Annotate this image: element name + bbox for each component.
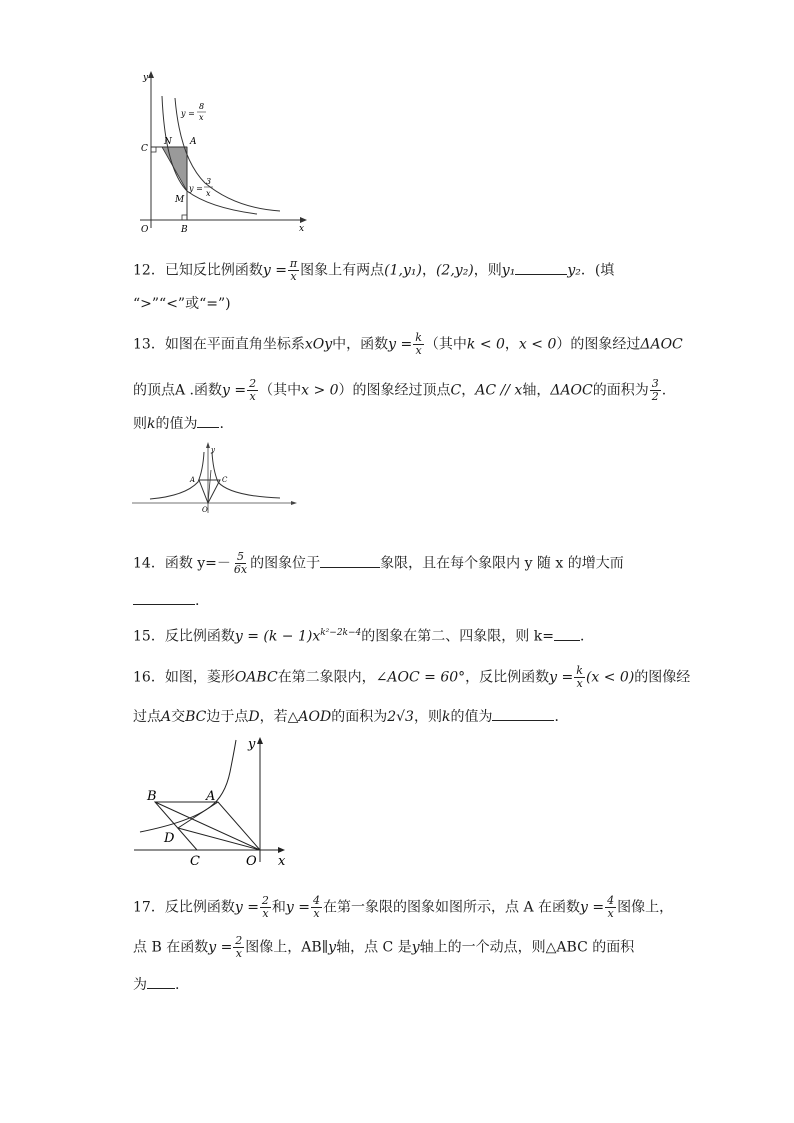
- q14-number: 14．: [133, 555, 165, 572]
- curve3-num: 3: [206, 177, 212, 186]
- q13-tri: ΔAOC: [640, 336, 683, 353]
- q16-a: A: [161, 709, 172, 725]
- q15-text2: 的图象在第二、四象限，则 k=: [361, 628, 554, 645]
- q17-line1: [133, 895, 673, 920]
- q13-line2c: ）的图象经过顶点: [338, 382, 451, 399]
- q16-text1: 如图，菱形: [164, 669, 235, 686]
- q17-number: 17．: [133, 899, 165, 916]
- q12-text3: ，则: [473, 262, 502, 279]
- q17-line3a: 为: [133, 977, 147, 993]
- q13-k: k: [147, 416, 156, 432]
- q16-bc: BC: [185, 709, 207, 725]
- q16-cond: (x < 0): [585, 669, 635, 686]
- q15-answer-blank[interactable]: [554, 626, 580, 641]
- q12-y1: y₁: [501, 262, 516, 279]
- q13-line2f: 的面积为: [592, 382, 649, 399]
- q17-f1-den: x: [262, 907, 269, 920]
- q13-line3b: 的值为: [155, 416, 198, 432]
- q17-line2c: 轴，点 C 是: [336, 939, 412, 956]
- q16-text3: ，反比例函数: [465, 669, 550, 686]
- q12-y2: y₂: [567, 262, 581, 279]
- q16-func-den: x: [576, 677, 583, 690]
- q15-func: y = (k − 1)x: [234, 628, 321, 645]
- right-angle-b: [182, 215, 187, 220]
- q16-line2d: ，若△: [259, 709, 299, 725]
- q13-text4: ）的图象经过: [556, 336, 641, 353]
- q13-area-num: 3: [651, 377, 659, 390]
- q12-sep: ，: [421, 262, 436, 279]
- q14-line2: [133, 590, 199, 610]
- q13-line2g: .: [661, 382, 667, 399]
- figure-q13-graph: [130, 440, 300, 515]
- q13-area-frac: [650, 378, 661, 403]
- label-c: C: [222, 476, 228, 484]
- q13-line3a: 则: [133, 416, 147, 432]
- label-y: y: [211, 446, 215, 454]
- q16-line2b: 交: [171, 709, 186, 725]
- curve3-y: y =: [189, 184, 203, 193]
- q13-func1-num: k: [415, 331, 422, 344]
- q16-angle: ∠AOC = 60°: [375, 669, 466, 686]
- q13-func2-num: 2: [249, 377, 257, 390]
- q13-line1: [133, 332, 683, 357]
- q16-oabc: OABC: [234, 669, 278, 686]
- figure-q11-graph: [135, 68, 315, 236]
- q17-line2d: 轴上的一个动点，则△ABC 的面积: [419, 939, 635, 956]
- q16-line2f: ，则: [413, 709, 442, 725]
- label-a: A: [190, 137, 197, 147]
- q16-text2: 在第二象限内，: [277, 669, 376, 686]
- q13-func1-y: y =: [388, 336, 413, 353]
- label-a: A: [206, 789, 216, 804]
- q17-f1-num: 2: [261, 894, 269, 907]
- q12-text2: 图象上有两点: [300, 262, 385, 279]
- label-o: O: [202, 506, 208, 514]
- q13-c: C: [450, 382, 462, 399]
- q15-text1: 反比例函数: [164, 628, 235, 645]
- label-b: B: [147, 789, 157, 804]
- q15-number: 15．: [133, 628, 165, 645]
- q13-area-den: 2: [651, 390, 659, 403]
- label-c: C: [141, 144, 148, 154]
- q17-f4-den: x: [235, 947, 242, 960]
- y-axis-arrow: [257, 737, 263, 744]
- q12-func-num: π: [289, 257, 298, 270]
- curve3-den: x: [206, 189, 211, 198]
- q13-func2-den: x: [249, 390, 256, 403]
- q16-aod: AOD: [298, 709, 332, 725]
- label-y: y: [143, 73, 149, 83]
- q16-area: 2√3: [387, 709, 414, 725]
- q13-line2a: 的顶点A .函数: [133, 382, 223, 399]
- q16-func-frac: [574, 665, 585, 690]
- q14-text1: 函数 y=－: [164, 555, 231, 572]
- q16-answer-blank[interactable]: [492, 706, 554, 721]
- label-n: N: [164, 137, 172, 147]
- q17-f2-frac: [311, 895, 322, 920]
- q17-f3-num: 4: [607, 894, 615, 907]
- q17-line3: [133, 974, 179, 994]
- q16-number: 16．: [133, 669, 165, 686]
- label-d: D: [164, 831, 175, 846]
- x-axis-arrow: [291, 501, 297, 505]
- q13-cond3: x > 0: [301, 382, 339, 399]
- q17-line3b: .: [175, 977, 180, 993]
- q14-text2: 的图象位于: [250, 555, 321, 572]
- q16-line2e: 的面积为: [331, 709, 388, 725]
- q16-func-y: y =: [549, 669, 574, 686]
- q17-f2-num: 4: [313, 894, 321, 907]
- q13-text1: 如图在平面直角坐标系: [164, 336, 305, 353]
- q17-f3-frac: [605, 895, 616, 920]
- q13-xoy: xOy: [304, 336, 333, 353]
- q13-tri2: ΔAOC: [550, 382, 593, 399]
- q13-line2: [133, 378, 666, 403]
- q13-func2-y: y =: [222, 382, 247, 399]
- q15-text3: ．: [579, 628, 594, 645]
- x-axis-arrow: [278, 847, 285, 853]
- q16-line2g: 的值为: [450, 709, 493, 725]
- q17-text1: 反比例函数: [164, 899, 235, 916]
- q12-text4: ．(填: [580, 262, 615, 279]
- right-angle-c: [151, 147, 156, 152]
- q13-line3c: .: [219, 416, 224, 432]
- q12-func-frac: [288, 258, 299, 283]
- q12-point2: (2,y₂): [435, 262, 474, 279]
- q15-line1: [133, 624, 594, 646]
- q17-f4-num: 2: [235, 934, 243, 947]
- figure-q16-graph: [130, 732, 295, 870]
- curve-left: [150, 452, 204, 499]
- q12-line2: “>”“<”或“=”): [133, 296, 231, 312]
- q12-func-y: y =: [262, 262, 287, 279]
- q13-func1-frac: [413, 332, 424, 357]
- q13-line2d: ，: [461, 382, 476, 399]
- label-m: M: [175, 195, 185, 205]
- q12-text1: 已知反比例函数: [164, 262, 263, 279]
- curve8-den: x: [199, 113, 204, 122]
- q13-number: 13．: [133, 336, 165, 353]
- y-axis-arrow: [148, 71, 154, 78]
- q13-text3: （其中: [424, 336, 467, 353]
- q14-answer-blank-1[interactable]: [320, 553, 380, 568]
- label-o: O: [141, 225, 149, 235]
- q13-comma: ，: [504, 336, 519, 353]
- q16-k: k: [441, 709, 451, 725]
- label-x: x: [299, 224, 305, 234]
- q17-f4-frac: [233, 935, 244, 960]
- q17-line2: [133, 935, 634, 960]
- q16-d: D: [248, 709, 260, 725]
- q13-func1-den: x: [415, 344, 422, 357]
- q13-line3: [133, 413, 224, 433]
- q14-line1: [133, 551, 624, 576]
- q12-number: 12．: [133, 262, 165, 279]
- label-o: O: [246, 854, 257, 869]
- q17-and: 和: [271, 899, 286, 916]
- q17-f2-y: y =: [285, 899, 311, 916]
- q14-answer-blank-2[interactable]: [133, 590, 195, 605]
- q14-func-den: 6x: [233, 563, 248, 576]
- q17-f2-den: x: [313, 907, 320, 920]
- q16-text4: 的图像经: [634, 669, 691, 686]
- q17-yax: y: [328, 939, 337, 956]
- q12-func-den: x: [290, 270, 297, 283]
- x-axis-arrow: [300, 217, 307, 223]
- shaded-region: [162, 147, 187, 191]
- q16-func-num: k: [576, 664, 583, 677]
- q12-answer-blank[interactable]: [515, 260, 567, 275]
- q14-text3: 象限，且在每个象限内 y 随 x 的增大而: [380, 555, 624, 572]
- q13-cond1: k < 0: [466, 336, 505, 353]
- q16-line2h: ．: [554, 709, 569, 725]
- y-axis-arrow: [206, 442, 210, 448]
- q13-line2b: （其中: [259, 382, 302, 399]
- q14-func-num: 5: [237, 550, 245, 563]
- q15-exponent: k²−2k−4: [320, 628, 362, 638]
- q13-func2-frac: [247, 378, 258, 403]
- curve-right: [212, 452, 280, 498]
- q13-answer-blank[interactable]: [197, 413, 219, 428]
- q17-text3: 图像上，: [617, 899, 674, 916]
- q17-text2: 在第一象限的图象如图所示，点 A 在函数: [323, 899, 581, 916]
- q17-f1-y: y =: [234, 899, 259, 916]
- label-a: A: [190, 476, 196, 484]
- curve8-num: 8: [199, 102, 205, 111]
- q13-cond2: x < 0: [518, 336, 557, 353]
- q13-text2: 中，函数: [332, 336, 389, 353]
- q17-line2a: 点 B 在函数: [133, 939, 209, 956]
- q16-line2c: 边于点: [206, 709, 249, 725]
- label-b: B: [181, 225, 188, 235]
- label-y: y: [248, 737, 256, 752]
- q13-line2e: 轴，: [522, 382, 551, 399]
- curve8-y: y =: [181, 109, 195, 118]
- q13-ac: AC // x: [475, 382, 523, 399]
- label-x: x: [278, 854, 286, 869]
- q16-line2: [133, 706, 568, 726]
- q16-line1: [133, 665, 690, 690]
- q12-point1: (1,y₁): [384, 262, 422, 279]
- q17-line2b: 图像上，AB∥: [245, 939, 329, 956]
- q17-f3-y: y =: [580, 899, 605, 916]
- hyperbola: [140, 740, 236, 832]
- q17-y2: y: [411, 939, 420, 956]
- q12-line1: [133, 258, 614, 283]
- q14-func-frac: [232, 551, 249, 576]
- q17-answer-blank[interactable]: [147, 974, 175, 989]
- q17-f1-frac: [260, 895, 271, 920]
- q17-f3-den: x: [607, 907, 614, 920]
- q17-f4-y: y =: [208, 939, 233, 956]
- q16-line2a: 过点: [133, 709, 161, 725]
- label-c: C: [190, 854, 200, 869]
- q14-line2-end: .: [195, 593, 200, 609]
